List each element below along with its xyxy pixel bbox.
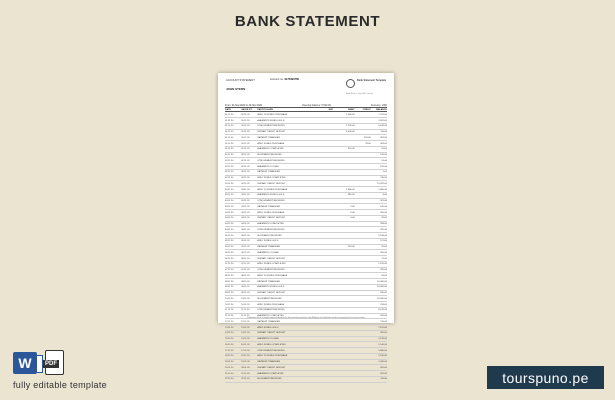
bank-statement-document	[218, 73, 394, 381]
table-cell: 01.11.20	[241, 113, 250, 116]
table-cell: 02.11.20	[241, 159, 250, 162]
table-cell: 04.11.20	[225, 223, 234, 226]
table-cell: 05.11.20	[241, 240, 250, 243]
table-cell: 391.00	[380, 332, 387, 335]
table-cell: 1,120.00	[378, 263, 387, 266]
column-header: CREDIT	[362, 108, 371, 111]
table-cell: AHEMENTS COMPLETED	[257, 372, 284, 375]
table-cell: 91.00	[381, 274, 387, 277]
table-cell: 03.11.20	[241, 188, 250, 191]
table-cell: 1,150.00	[378, 355, 387, 358]
table-cell: 20.11.20	[225, 366, 234, 369]
period-range: From: 01.Nov.2020 to 30.Nov.2020	[225, 103, 262, 107]
table-cell: PAYMENT TRANSFER	[257, 205, 280, 208]
table-cell: 05.11.20	[241, 234, 250, 237]
table-cell: 5,616.00	[378, 125, 387, 128]
table-cell: 16.11.20	[241, 343, 250, 346]
table-cell: 22.11.20	[241, 378, 250, 381]
table-cell: 115.00	[380, 320, 387, 323]
table-cell: 07.11.20	[241, 269, 250, 272]
table-cell: 129.00	[347, 246, 355, 249]
table-cell: APEC FUNDS PURCHASE	[257, 142, 285, 145]
table-cell: UTMOVEMENT RECEIVED	[257, 200, 285, 203]
table-cell: 12,422.00	[377, 182, 387, 185]
table-cell: 11.11.20	[225, 309, 234, 312]
table-cell: AHEMENTS CLOSED	[257, 165, 280, 168]
table-cell: 07.11.20	[225, 269, 234, 272]
table-cell: 03.11.20	[241, 205, 250, 208]
table-cell: 1,800.00	[378, 349, 387, 352]
table-cell: 03.11.20	[241, 194, 250, 197]
account-label: Account no.	[270, 78, 284, 81]
word-icon: W	[13, 352, 37, 374]
table-cell: 17.11.20	[225, 349, 234, 352]
table-cell: 51.00	[381, 148, 387, 151]
table-cell: AHEMENTS COMPLETED	[257, 223, 284, 226]
table-cell: 04.11.20	[225, 228, 234, 231]
currency: Currency: USD	[370, 103, 387, 107]
table-cell: 105.00	[380, 205, 387, 208]
table-cell: 01.11.20	[241, 136, 250, 139]
table-cell: INSTANT CREDIT DEPOSIT	[257, 131, 286, 134]
table-cell: 07.11.20	[225, 263, 234, 266]
statement-header	[218, 73, 394, 103]
table-cell: 218.00	[380, 303, 387, 306]
bank-logo-text: Bank Statement Template	[357, 79, 387, 82]
table-cell: 11.11.20	[241, 315, 250, 318]
pdf-icon: PDF	[45, 350, 64, 375]
table-cell: 13.11.20	[225, 326, 234, 329]
table-cell: 08.11.20	[225, 280, 234, 283]
table-cell: PAYMENT TRANSFER	[257, 171, 280, 174]
table-cell: 08.11.20	[241, 274, 250, 277]
table-cell: 03.11.20	[225, 194, 234, 197]
table-cell: 08.11.20	[241, 280, 250, 283]
table-cell: 115.00	[380, 378, 387, 381]
table-cell: 315.00	[380, 228, 387, 231]
table-cell: 02.11.20	[225, 171, 234, 174]
table-cell: 19.11.20	[225, 361, 234, 364]
table-cell: 901.00	[380, 366, 387, 369]
table-cell: 06.11.20	[241, 257, 250, 260]
table-cell: 07.11.20	[241, 263, 250, 266]
brand-badge[interactable]: tourspuno.pe	[487, 366, 604, 389]
table-cell: APEC FUNDS PURCHASE	[257, 303, 285, 306]
table-cell: 126.00	[380, 154, 387, 157]
table-cell: 1,126.00	[378, 338, 387, 341]
table-cell: 8,142.00	[378, 309, 387, 312]
table-cell: APEC FUNDS COMPLETED	[257, 177, 286, 180]
table-cell: 391.00	[380, 136, 387, 139]
table-cell: APEC 23 FUNDS PURCHASE	[257, 355, 288, 358]
table-cell: INSTANT CREDIT DEPOSIT	[257, 366, 286, 369]
table-cell: 1,560.00	[346, 113, 355, 116]
table-cell: MOVEMENT RECEIVED	[257, 154, 282, 157]
table-cell: 02.11.20	[241, 171, 250, 174]
table-cell: 08.11.20	[225, 274, 234, 277]
table-cell: 09.11.20	[225, 292, 234, 295]
table-cell: 1,020.00	[378, 361, 387, 364]
column-header: DATE	[225, 108, 231, 111]
table-cell: MOVEMENT RECEIVED	[257, 234, 282, 237]
table-cell: 21.11.20	[225, 372, 234, 375]
table-cell: 01.11.20	[225, 142, 234, 145]
table-cell: PAYMENT TRANSFER	[257, 246, 280, 249]
table-cell: UTMOVEMENT RECEIVED	[257, 349, 285, 352]
table-cell: 06.11.20	[225, 251, 234, 254]
table-cell: INSTANT CREDIT DEPOSIT	[257, 257, 286, 260]
table-cell: 121.00	[380, 240, 387, 243]
table-cell: 2,821.00	[378, 119, 387, 122]
table-cell: AHEMENTS CLOSED	[257, 338, 280, 341]
table-cell: 321.00	[380, 200, 387, 203]
table-cell: INSTANT CREDIT DEPOSIT	[257, 292, 286, 295]
table-cell: 04.11.20	[225, 211, 234, 214]
table-cell: 01.11.20	[225, 119, 234, 122]
table-cell: 19.11.20	[241, 361, 250, 364]
account-value: 9175393758	[284, 78, 299, 81]
table-cell: 15.11.20	[225, 338, 234, 341]
table-row	[225, 377, 387, 383]
table-cell: UTMOVEMENT RECEIVED	[257, 159, 285, 162]
column-header: VALUE DT	[241, 108, 252, 111]
table-cell: 220.00	[364, 136, 371, 139]
table-cell: 17.11.20	[241, 349, 250, 352]
table-cell: 281.00	[380, 372, 387, 375]
table-cell: 10,000.00	[377, 297, 387, 300]
table-cell: 02.11.20	[225, 177, 234, 180]
table-cell: 02.11.20	[225, 154, 234, 157]
table-cell: 14.11.20	[225, 332, 234, 335]
table-cell: 04.11.20	[225, 217, 234, 220]
table-cell: 09.11.20	[241, 286, 250, 289]
column-header: REF	[328, 108, 334, 111]
table-cell: 03.11.20	[225, 200, 234, 203]
table-cell: 09.11.20	[241, 292, 250, 295]
table-cell: 05.11.20	[225, 240, 234, 243]
table-cell: AHEMENTS FUNDS GOLD	[257, 286, 285, 289]
table-cell: 21.00	[381, 257, 387, 260]
statement-footer: Disclaimer: this is a sample statement template for demonstration purposes only. All figures are illustrative and do not represent real account activity.	[247, 316, 365, 319]
table-cell: 12.11.20	[241, 320, 250, 323]
table-cell: 01.11.20	[241, 131, 250, 134]
table-cell: 12.11.20	[225, 320, 234, 323]
table-cell: 04.11.20	[241, 223, 250, 226]
table-cell: 02.11.20	[225, 182, 234, 185]
table-cell: 115.00	[380, 131, 387, 134]
table-cell: 289.00	[380, 223, 387, 226]
table-cell: 10.11.20	[241, 297, 250, 300]
table-cell: 01.11.20	[241, 119, 250, 122]
table-cell: 91.00	[381, 159, 387, 162]
table-cell: 91.00	[381, 246, 387, 249]
table-cell: 9.00	[382, 194, 387, 197]
column-header: DEBIT	[347, 108, 355, 111]
table-cell: 02.11.20	[241, 165, 250, 168]
table-cell: 05.11.20	[241, 246, 250, 249]
table-cell: 281.00	[380, 251, 387, 254]
table-cell: 02.11.20	[241, 154, 250, 157]
table-cell: INSTANT CREDIT DEPOSIT	[257, 217, 286, 220]
tagline: fully editable template	[13, 380, 107, 390]
table-cell: 01.11.20	[225, 113, 234, 116]
table-cell: 22.11.20	[225, 378, 234, 381]
statement-label: ACCOUNT STATEMENT	[226, 79, 255, 82]
table-cell: 423.00	[380, 142, 387, 145]
table-cell: 470.00	[347, 148, 355, 151]
table-cell: 11.11.20	[225, 315, 234, 318]
table-cell: 09.11.20	[225, 286, 234, 289]
table-cell: AHEMENTS FUNDS GOLD	[257, 194, 285, 197]
table-cell: 115.00	[380, 177, 387, 180]
table-cell: 01.11.20	[241, 142, 250, 145]
table-cell: 1.00	[382, 171, 387, 174]
table-cell: APEC FUNDS PURCHASE	[257, 211, 285, 214]
table-cell: 02.11.20	[225, 165, 234, 168]
bank-contact: Bank Street 1, City 1000, Country	[346, 93, 373, 95]
table-cell: 10,000.00	[377, 286, 387, 289]
table-cell: INSTANT CREDIT DEPOSIT	[257, 182, 286, 185]
table-cell: INSTANT CREDIT DEPOSIT	[257, 332, 286, 335]
bank-logo	[346, 78, 388, 94]
table-cell: 06.11.20	[241, 251, 250, 254]
table-cell: 20.11.20	[241, 366, 250, 369]
table-cell: 91.00	[381, 217, 387, 220]
table-cell: 06.11.20	[225, 257, 234, 260]
table-cell: AHEMENTS FUNDS GOLD	[257, 119, 285, 122]
table-cell: 10.11.20	[241, 303, 250, 306]
table-cell: 14.11.20	[241, 332, 250, 335]
table-cell: 385.00	[347, 194, 355, 197]
page-title: BANK STATEMENT	[234, 13, 381, 30]
table-cell: 04.11.20	[241, 228, 250, 231]
table-cell: APEC 23 FUNDS PURCHASE	[257, 188, 288, 191]
table-cell: 03.11.20	[225, 188, 234, 191]
table-cell: 78.00	[365, 142, 371, 145]
transactions-table	[225, 112, 387, 382]
table-cell: APEC FUNDS COMPLETED	[257, 343, 286, 346]
table-cell: PAYMENT TRANSFER	[257, 136, 280, 139]
table-cell: 03.11.20	[225, 205, 234, 208]
table-cell: APEC 23 FUNDS PURCHASE	[257, 113, 288, 116]
account-holder: JOHN STERN	[226, 87, 246, 91]
table-cell: 2,580.00	[346, 188, 355, 191]
table-cell: 11.11.20	[241, 309, 250, 312]
table-cell: AHEMENTS COMPLETED	[257, 315, 284, 318]
table-cell: 10.11.20	[225, 297, 234, 300]
account-number	[270, 78, 299, 81]
table-cell: MOVEMENT RECEIVED	[257, 378, 282, 381]
table-cell: APEC FUNDS COMPLETED	[257, 263, 286, 266]
table-cell: 2,018.00	[378, 234, 387, 237]
table-cell: 13.11.20	[241, 326, 250, 329]
table-cell: 03.11.20	[241, 200, 250, 203]
table-cell: 126.00	[380, 165, 387, 168]
table-cell: 02.11.20	[241, 182, 250, 185]
column-header: BALANCE	[376, 108, 387, 111]
table-cell: 18.11.20	[225, 355, 234, 358]
table-cell: 01.11.20	[225, 131, 234, 134]
opening-balance: Opening balance: 5,542.00	[302, 103, 331, 107]
table-cell: 2,140.00	[378, 343, 387, 346]
table-cell: UTMOVEMENT RECEIVED	[257, 309, 285, 312]
table-cell: 01.11.20	[225, 125, 234, 128]
table-cell: 5.00	[350, 211, 355, 214]
table-cell: 7,471.00	[378, 113, 387, 116]
table-cell: 16.11.20	[225, 343, 234, 346]
table-cell: 05.11.20	[225, 234, 234, 237]
table-cell: PAYMENT TRANSFER	[257, 320, 280, 323]
table-cell: 15.11.20	[241, 338, 250, 341]
table-cell: APEC FUNDS GOLD	[257, 240, 279, 243]
table-cell: 4.00	[350, 217, 355, 220]
table-cell: 18.11.20	[241, 355, 250, 358]
table-cell: 04.11.20	[241, 217, 250, 220]
table-cell: 7,101.00	[378, 326, 387, 329]
table-cell: 02.11.20	[225, 159, 234, 162]
table-cell: UTMOVEMENT RECEIVED	[257, 125, 285, 128]
table-cell: 01.11.20	[241, 148, 250, 151]
table-cell: 05.11.20	[225, 246, 234, 249]
table-cell: 01.11.20	[225, 136, 234, 139]
table-cell: AHEMENTS COMPLETED	[257, 148, 284, 151]
table-cell: APEC 23 FUNDS PURCHASE	[257, 274, 288, 277]
table-cell: APEC FUNDS GOLD	[257, 326, 279, 329]
table-cell: AHEMENTS CLOSED	[257, 251, 280, 254]
table-cell: PAYMENT TRANSFER	[257, 361, 280, 364]
table-cell: 2,795.00	[346, 125, 355, 128]
table-cell: 01.11.20	[225, 148, 234, 151]
table-cell: 281.00	[380, 269, 387, 272]
table-cell: 2.00	[350, 205, 355, 208]
table-cell: MOVEMENT RECEIVED	[257, 297, 282, 300]
table-cell: 1,800.00	[378, 188, 387, 191]
table-cell: 10.11.20	[225, 303, 234, 306]
table-cell: UTMOVEMENT RECEIVED	[257, 228, 285, 231]
table-cell: 180.00	[380, 292, 387, 295]
table-cell: 281.00	[380, 315, 387, 318]
table-cell: PAYMENT TRANSFER	[257, 280, 280, 283]
table-cell: 01.11.20	[241, 125, 250, 128]
table-cell: 4,500.00	[346, 131, 355, 134]
column-header: PARTICULARS	[257, 108, 273, 111]
table-cell: 04.11.20	[241, 211, 250, 214]
table-cell: 15,000.00	[377, 280, 387, 283]
table-cell: 02.11.20	[241, 177, 250, 180]
table-cell: 281.00	[380, 211, 387, 214]
table-cell: UTMOVEMENT RECEIVED	[257, 269, 285, 272]
table-cell: 21.11.20	[241, 372, 250, 375]
bank-logo-icon	[346, 79, 355, 88]
